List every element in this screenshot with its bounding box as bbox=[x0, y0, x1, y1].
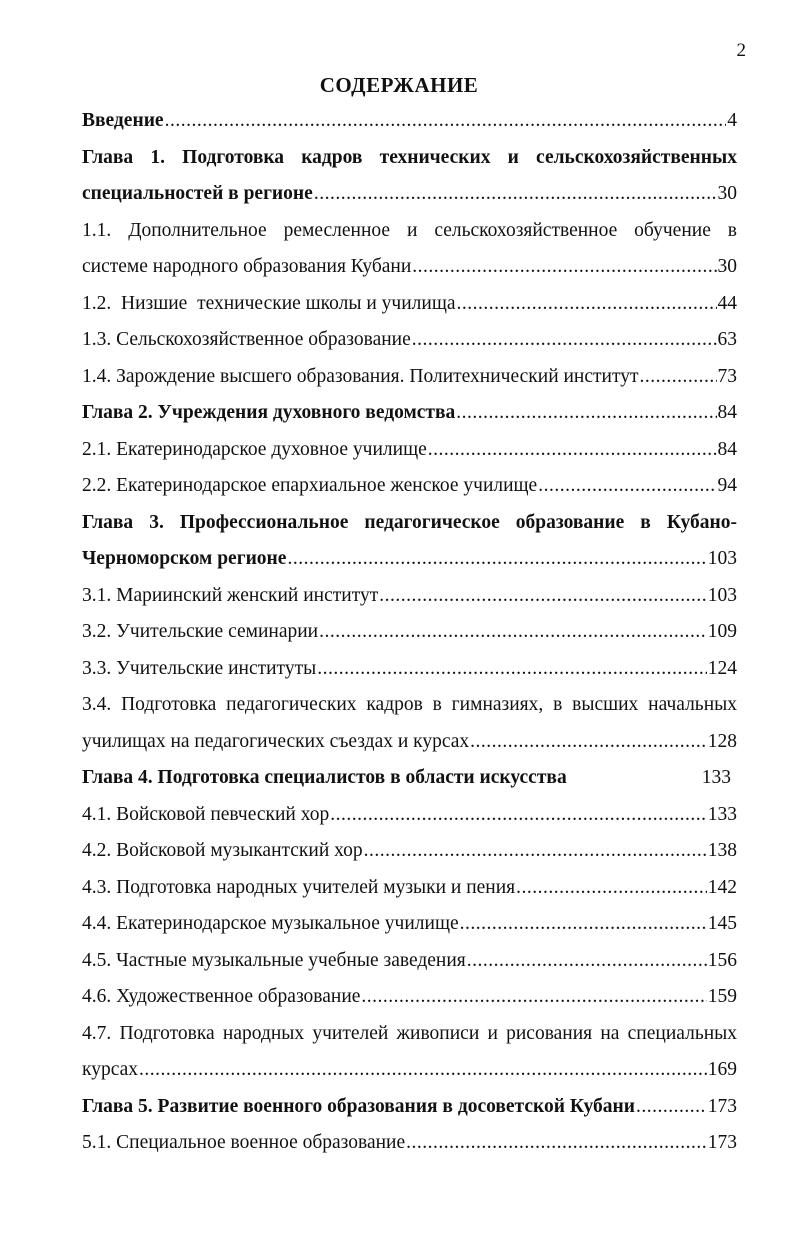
dot-leader bbox=[538, 468, 716, 505]
toc-page-number: 145 bbox=[707, 913, 737, 934]
toc-entry-title-line-2: курсах bbox=[82, 1059, 138, 1080]
toc-entry-section-1-1[interactable] bbox=[82, 213, 737, 286]
toc-page-number: 128 bbox=[707, 730, 737, 752]
dot-leader bbox=[428, 432, 717, 469]
toc-entry-title-line-2: Черноморском регионе bbox=[82, 548, 287, 569]
toc-entry-section-3-3[interactable] bbox=[82, 651, 737, 688]
toc-entry-section-1-2[interactable] bbox=[82, 286, 737, 323]
toc-entry-title-line-1: 3.4. Подготовка педагогических кадров в гимназиях, в высших начальных bbox=[82, 694, 737, 715]
toc-entry-title: 5.1. Специальное военное образование bbox=[82, 1132, 406, 1153]
toc-entry-title-line-1: 4.7. Подготовка народных учителей живописи и рисования на специальных bbox=[82, 1022, 737, 1044]
toc-entry-section-4-2[interactable] bbox=[82, 833, 737, 870]
toc-page-number: 30 bbox=[717, 256, 737, 277]
toc-entry-section-4-4[interactable] bbox=[82, 906, 737, 943]
toc-page-number: 94 bbox=[717, 475, 737, 496]
toc-page-number: 173 bbox=[707, 1095, 737, 1117]
toc-entry-title: 3.1. Мариинский женский институт bbox=[82, 584, 379, 606]
toc-page-number: 84 bbox=[717, 438, 737, 460]
dot-leader bbox=[139, 1052, 707, 1089]
toc-entry-title-line-1: 1.1. Дополнительное ремесленное и сельскохозяйственное обучение в bbox=[82, 219, 737, 241]
toc-entry-chapter-4[interactable] bbox=[82, 760, 737, 797]
dot-leader bbox=[317, 651, 707, 688]
toc-entry-chapter-1[interactable] bbox=[82, 140, 737, 213]
toc-entry-section-4-1[interactable] bbox=[82, 797, 737, 834]
toc-entry-chapter-2[interactable] bbox=[82, 395, 737, 432]
toc-page-number: 133 bbox=[701, 767, 731, 788]
dot-leader bbox=[460, 906, 707, 943]
toc-page-number: 63 bbox=[717, 329, 737, 350]
dot-leader bbox=[319, 614, 707, 651]
toc-page-number: 30 bbox=[717, 183, 737, 204]
toc-page-number: 84 bbox=[717, 402, 737, 423]
dot-leader bbox=[467, 943, 707, 980]
toc-entry-title: 4.3. Подготовка народных учителей музыки и пения bbox=[82, 876, 516, 898]
toc-entry-section-5-1[interactable] bbox=[82, 1125, 737, 1162]
dot-leader bbox=[412, 249, 716, 286]
toc-entry-title: 4.1. Войсковой певческий хор bbox=[82, 803, 330, 825]
toc-entry-title-line-2: училищах на педагогических съездах и курсах bbox=[82, 730, 470, 752]
toc-entry-title: Введение bbox=[82, 110, 164, 131]
toc-entry-title: 4.6. Художественное образование bbox=[82, 986, 361, 1007]
toc-page-number: 44 bbox=[717, 292, 737, 314]
toc-page-number: 103 bbox=[707, 584, 737, 606]
toc-page-number: 142 bbox=[707, 876, 737, 898]
dot-leader bbox=[165, 103, 727, 140]
toc-entry-title: 3.2. Учительские семинарии bbox=[82, 621, 319, 642]
toc-entry-title: 3.3. Учительские институты bbox=[82, 657, 317, 679]
toc-entry-title: 4.2. Войсковой музыкантский хор bbox=[82, 840, 363, 861]
toc-entry-title-line-2: системе народного образования Кубани bbox=[82, 256, 412, 277]
toc-page-number: 109 bbox=[707, 621, 737, 642]
dot-leader bbox=[636, 1089, 707, 1126]
toc-entry-section-2-2[interactable] bbox=[82, 468, 737, 505]
toc-entry-section-2-1[interactable] bbox=[82, 432, 737, 469]
dot-leader bbox=[516, 870, 707, 907]
toc-entry-title-line-1: Глава 3. Профессиональное педагогическое образование в Кубано- bbox=[82, 511, 737, 533]
toc-entry-title: 4.4. Екатеринодарское музыкальное училище bbox=[82, 913, 459, 934]
toc-entry-section-4-6[interactable] bbox=[82, 979, 737, 1016]
toc-page-number: 103 bbox=[707, 548, 737, 569]
toc-entry-title: Глава 5. Развитие военного образования в досоветской Кубани bbox=[82, 1095, 635, 1117]
toc-page-number: 124 bbox=[707, 657, 737, 679]
dot-leader bbox=[379, 578, 706, 615]
dot-leader bbox=[640, 359, 717, 396]
toc-entry-chapter-3[interactable] bbox=[82, 505, 737, 578]
dot-leader bbox=[287, 541, 706, 578]
toc-page-number: 169 bbox=[707, 1059, 737, 1080]
toc-page-number: 156 bbox=[707, 949, 737, 971]
page-number: 2 bbox=[736, 40, 746, 61]
toc-entry-section-1-3[interactable] bbox=[82, 322, 737, 359]
toc-entry-section-3-1[interactable] bbox=[82, 578, 737, 615]
toc-page-number: 159 bbox=[707, 986, 737, 1007]
toc-entry-title: 4.5. Частные музыкальные учебные заведения bbox=[82, 949, 466, 971]
dot-leader bbox=[412, 322, 717, 359]
dot-leader bbox=[364, 833, 707, 870]
toc-entry-section-3-2[interactable] bbox=[82, 614, 737, 651]
toc-entry-title: 2.2. Екатеринодарское епархиальное женское училище bbox=[82, 475, 538, 496]
toc-entry-title: 1.4. Зарождение высшего образования. Политехнический институт bbox=[82, 365, 639, 387]
toc-entry-title: Глава 4. Подготовка специалистов в области искусства bbox=[82, 767, 567, 788]
toc-entry-section-4-7[interactable] bbox=[82, 1016, 737, 1089]
toc-page-number: 73 bbox=[717, 365, 737, 387]
dot-leader bbox=[406, 1125, 707, 1162]
dot-leader bbox=[470, 724, 707, 761]
toc-entry-title: 1.2. Низшие технические школы и училища bbox=[82, 292, 456, 314]
toc-entry-section-3-4[interactable] bbox=[82, 687, 737, 760]
dot-leader bbox=[456, 395, 716, 432]
toc-page-number: 133 bbox=[707, 803, 737, 825]
toc-entry-title-line-2: специальностей в регионе bbox=[82, 183, 313, 204]
dot-leader bbox=[330, 797, 707, 834]
toc-entry-title: Глава 2. Учреждения духовного ведомства bbox=[82, 402, 456, 423]
toc-entry-title: 2.1. Екатеринодарское духовное училище bbox=[82, 438, 427, 460]
dot-leader bbox=[361, 979, 706, 1016]
toc-page-number: 173 bbox=[707, 1132, 737, 1153]
toc-entry-section-4-5[interactable] bbox=[82, 943, 737, 980]
dot-leader bbox=[314, 176, 717, 213]
dot-leader bbox=[457, 286, 717, 323]
toc-entry-section-4-3[interactable] bbox=[82, 870, 737, 907]
toc-entry-intro[interactable] bbox=[82, 103, 737, 140]
toc-entry-title-line-1: Глава 1. Подготовка кадров технических и сельскохозяйственных bbox=[82, 146, 737, 168]
toc-page-number: 138 bbox=[707, 840, 737, 861]
toc-page-number: 4 bbox=[727, 110, 737, 131]
page-title: СОДЕРЖАНИЕ bbox=[319, 73, 479, 97]
table-of-contents bbox=[82, 103, 737, 1162]
toc-entry-section-1-4[interactable] bbox=[82, 359, 737, 396]
toc-entry-chapter-5[interactable] bbox=[82, 1089, 737, 1126]
toc-entry-title: 1.3. Сельскохозяйственное образование bbox=[82, 329, 411, 350]
